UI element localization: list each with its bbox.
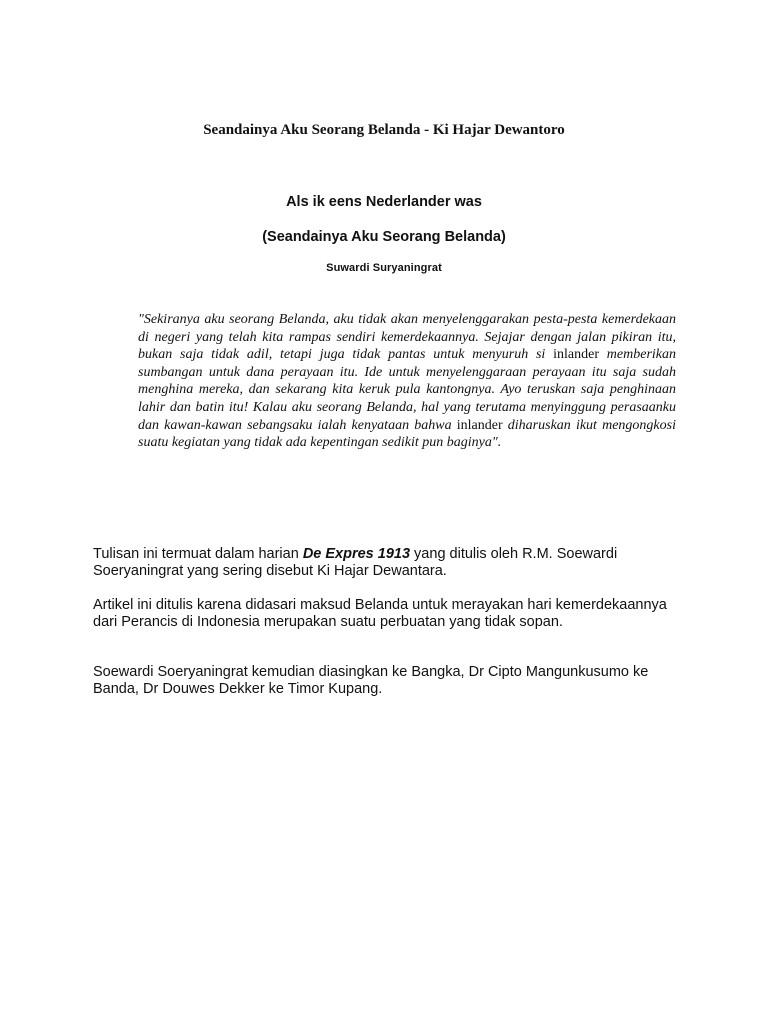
newspaper-name: De Expres 1913	[302, 546, 411, 562]
document-title: Seandainya Aku Seorang Belanda - Ki Hajar Dewantoro	[203, 122, 565, 138]
quote-text-part3: diharuskan ikut mengongkosi suatu kegiatan yang tidak ada kepentingan sedikit pun baginya".	[138, 417, 676, 451]
quote-term-inlander-2: inlander	[451, 417, 508, 433]
quote-block	[138, 311, 676, 452]
paragraph-publication	[93, 546, 683, 580]
quote-text-part2: memberikan sumbangan untuk dana perayaan itu. Ide untuk menyelenggaraan perayaan itu saja sudah menghina mereka, dan sekarang kita keruk pula kantongnya. Ayo teruskan saja penghinaan lahir dan batin itu! Kalau aku seorang Belanda, hal yang terutama menyinggung perasaanku dan kawan-kawan sebangsaku ialah kenyataan bahwa	[138, 347, 676, 433]
paragraph-reason: Artikel ini ditulis karena didasari maksud Belanda untuk merayakan hari kemerdekaannya dari Perancis di Indonesia merupakan suatu perbuatan yang tidak sopan.	[93, 597, 667, 630]
paragraph-publication-before: Tulisan ini termuat dalam harian	[93, 546, 303, 562]
author-name: Suwardi Suryaningrat	[326, 262, 442, 274]
paragraph-publication-after: yang ditulis oleh R.M. Soewardi Soeryaningrat yang sering disebut Ki Hajar Dewantara.	[93, 546, 618, 579]
subtitle-indonesian: (Seandainya Aku Seorang Belanda)	[262, 229, 506, 245]
paragraph-exile: Soewardi Soeryaningrat kemudian diasingkan ke Bangka, Dr Cipto Mangunkusumo ke Banda, Dr Douwes Dekker ke Timor Kupang.	[93, 664, 649, 697]
quote-term-inlander-1: inlander	[545, 347, 607, 363]
subtitle-dutch: Als ik eens Nederlander was	[286, 194, 482, 210]
quote-text-part1: "Sekiranya aku seorang Belanda, aku tidak akan menyelenggarakan pesta-pesta kemerdekaan di negeri yang telah kita rampas sendiri kemerdekaannya. Sejajar dengan jalan pikiran itu, bukan saja tidak adil, tetapi juga tidak pantas untuk menyuruh si	[138, 312, 676, 363]
